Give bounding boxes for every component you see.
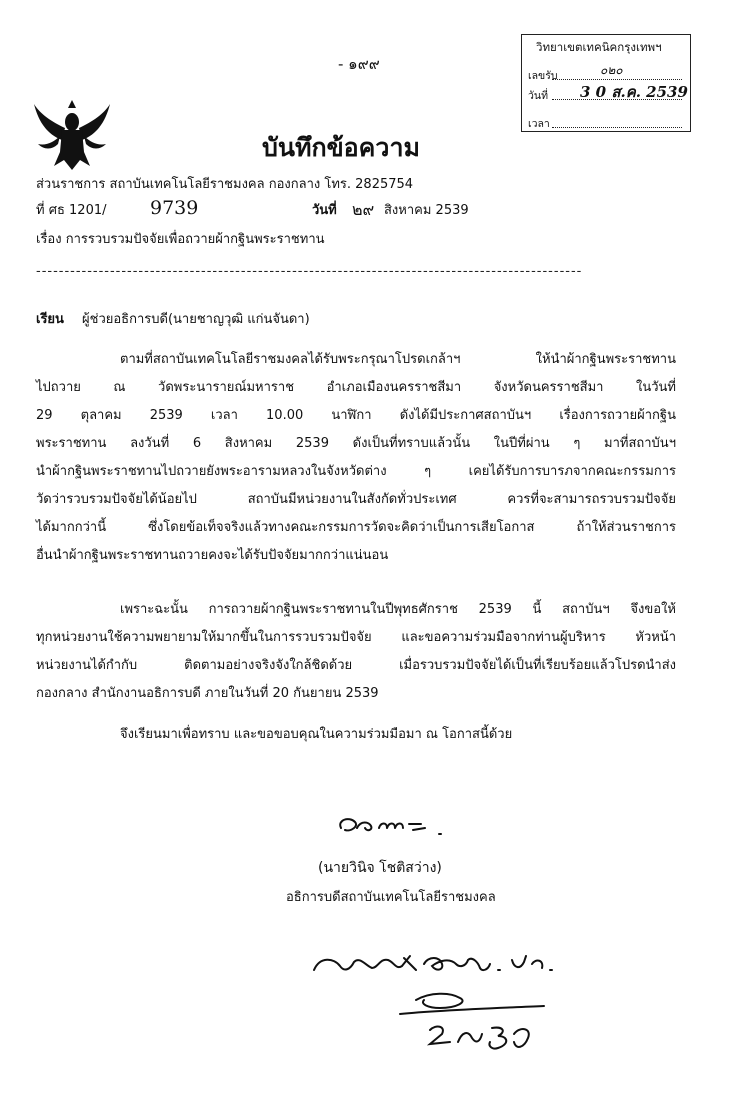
paragraph-2-line: กองกลาง สำนักงานอธิการบดี ภายในวันที่ 20 กันยายน 2539 <box>36 686 379 701</box>
salutation-text: ผู้ช่วยอธิการบดี(นายชาญวุฒิ แก่นจันดา) <box>82 312 310 327</box>
reference-prefix: ที่ ศธ 1201/ <box>36 203 107 218</box>
stamp-row2-label: วันที่ <box>528 90 548 102</box>
signatory-name: (นายวินิจ โชติสว่าง) <box>318 860 442 876</box>
stamp-row2-value: 3 0 ส.ค. 2539 <box>580 83 688 101</box>
garuda-emblem-icon <box>32 100 112 172</box>
receipt-stamp <box>521 34 691 132</box>
page-number: - ๑๙๙ <box>338 55 380 73</box>
date-day: ๒๙ <box>352 200 375 219</box>
separator-line: ------------------------------------------------------------------------------------------------ <box>36 264 583 279</box>
stamp-row3-label: เวลา <box>528 118 550 130</box>
paragraph-2-line: หน่วยงานได้กำกับ ติดตามอย่างจริงจังใกล้ชิดด้วย เมื่อรวบรวมปัจจัยได้เป็นที่เรียบร้อยแล้วโปรดนำส่ง <box>36 658 676 673</box>
memo-title: บันทึกข้อความ <box>262 133 420 162</box>
stamp-row1-value: ๐๒๐ <box>600 63 623 77</box>
signatory-position: อธิการบดีสถาบันเทคโนโลยีราชมงคล <box>286 890 496 905</box>
paragraph-2 <box>36 596 676 708</box>
date-label: วันที่ <box>312 203 337 218</box>
paragraph-1 <box>36 346 676 570</box>
paragraph-1-line: ได้มากกว่านี้ ซึ่งโดยข้อเท็จจริงแล้วทางคณะกรรมการวัดจะคิดว่าเป็นการเสียโอกาส ถ้าให้ส่วนราชการ <box>36 520 676 535</box>
paragraph-1-line: ตามที่สถาบันเทคโนโลยีราชมงคลได้รับพระกรุณาโปรดเกล้าฯ ให้นำผ้ากฐินพระราชทาน <box>120 352 676 367</box>
salutation-label: เรียน <box>36 312 64 327</box>
paragraph-1-line: 29 ตุลาคม 2539 เวลา 10.00 นาฬิกา ดังได้มีประกาศสถาบันฯ เรื่องการถวายผ้ากฐิน <box>36 408 676 423</box>
signature-scribble <box>335 810 455 844</box>
stamp-row3-line <box>552 127 682 128</box>
subject-line: เรื่อง การรวบรวมปัจจัยเพื่อถวายผ้ากฐินพระราชทาน <box>36 232 325 247</box>
reference-number: 9739 <box>150 197 199 219</box>
paragraph-2-line: เพราะฉะนั้น การถวายผ้ากฐินพระราชทานในปีพุทธศักราช 2539 นี้ สถาบันฯ จึงขอให้ <box>120 602 676 617</box>
department-line: ส่วนราชการ สถาบันเทคโนโลยีราชมงคล กองกลาง โทร. 2825754 <box>36 177 414 192</box>
closing-line: จึงเรียนมาเพื่อทราบ และขอขอบคุณในความร่วมมือมา ณ โอกาสนี้ด้วย <box>120 727 513 742</box>
paragraph-1-line: ไปถวาย ณ วัดพระนารายณ์มหาราช อำเภอเมืองนครราชสีมา จังหวัดนครราชสีมา ในวันที่ <box>36 380 676 395</box>
paragraph-2-line: ทุกหน่วยงานใช้ความพยายามให้มากขึ้นในการรวบรวมปัจจัย และขอความร่วมมือจากท่านผู้บริหาร หัวหน้า <box>36 630 676 645</box>
handwritten-note <box>300 946 580 1056</box>
paragraph-1-line: วัดว่ารวบรวมปัจจัยได้น้อยไป สถาบันมีหน่วยงานในสังกัดทั่วประเทศ ควรที่จะสามารถรวบรวมปัจจัย <box>36 492 676 507</box>
stamp-header: วิทยาเขตเทคนิคกรุงเทพฯ <box>536 40 662 54</box>
paragraph-1-line: นำผ้ากฐินพระราชทานไปถวายยังพระอารามหลวงในจังหวัดต่าง ๆ เคยได้รับการบารภจากคณะกรรมการ <box>36 464 676 479</box>
paragraph-1-line: อื่นนำผ้ากฐินพระราชทานถวายคงจะได้รับปัจจัยมากกว่าแน่นอน <box>36 548 389 563</box>
paragraph-1-line: พระราชทาน ลงวันที่ 6 สิงหาคม 2539 ดังเป็นที่ทราบแล้วนั้น ในปีที่ผ่าน ๆ มาที่สถาบันฯ <box>36 436 676 451</box>
date-month-year: สิงหาคม 2539 <box>384 203 469 218</box>
stamp-row1-label: เลขรับ <box>528 70 558 82</box>
